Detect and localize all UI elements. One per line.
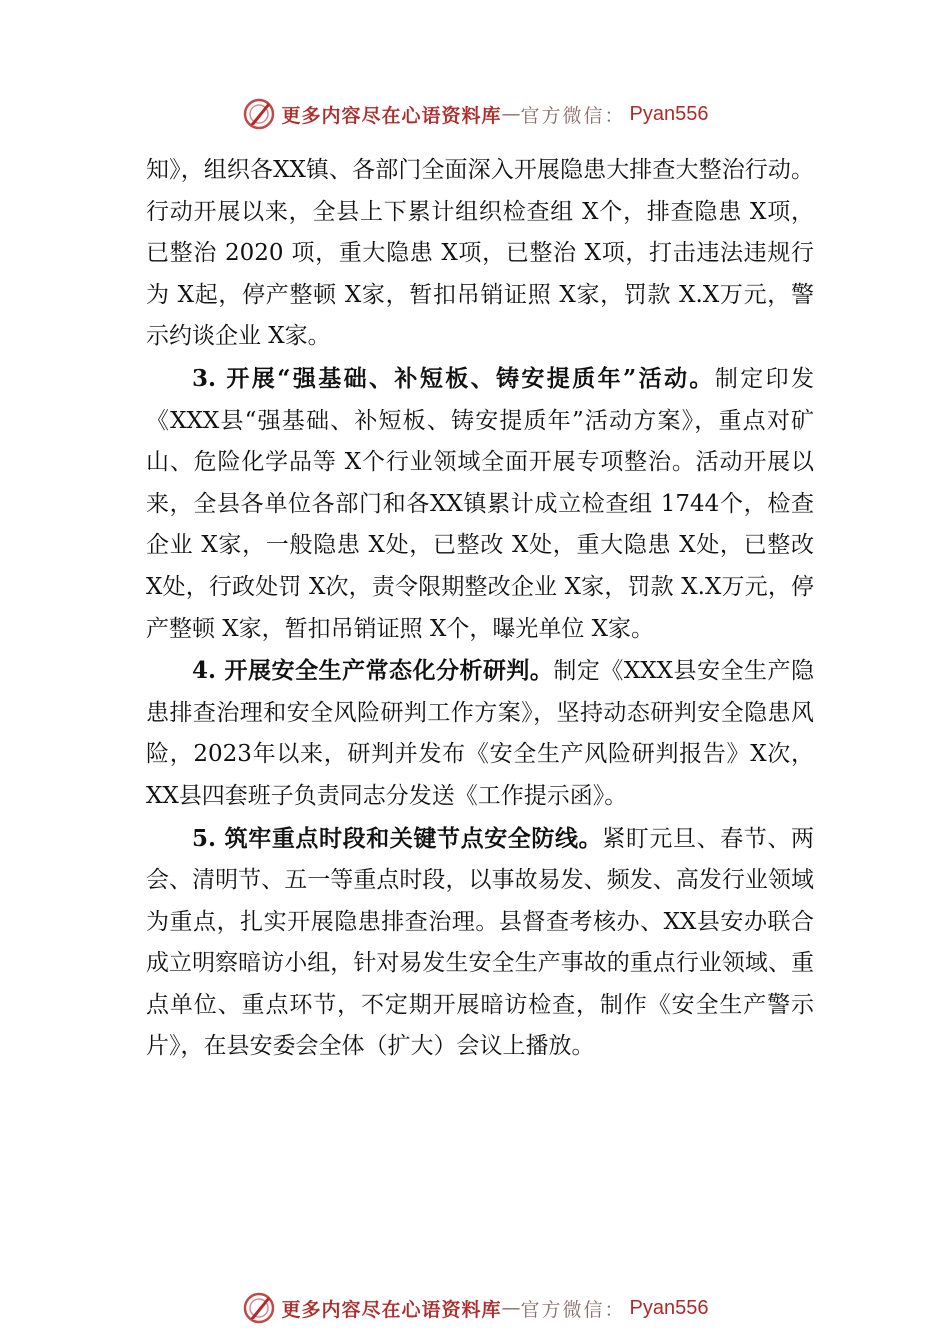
paragraph-4 <box>146 818 814 1069</box>
watermark-account: Pyan556 <box>629 1296 709 1319</box>
watermark-brand: 更多内容尽在心语资料库 <box>281 104 502 127</box>
paragraph-3-title: 4. 开展安全生产常态化分析研判。 <box>192 657 554 685</box>
paragraph-2 <box>146 358 814 650</box>
watermark-dash: — <box>501 103 521 125</box>
paragraph-2-text: 制定印发《XXX县“强基础、补短板、铸安提质年”活动方案》，重点对矿山、危险化学品等 X个行业领域全面开展专项整治。活动开展以来，全县各单位各部门和各XX镇累计成立检查组 1744个，检查企业 X家，一般隐患 X处，已整改 X处，重大隐患 X处，已整改 X处，行政处罚 X次，责令限期整改企业 X家，罚款 X.X万元，停产整顿 X家，暂扣吊销证照 X个，曝光单位 X家。 <box>146 365 815 642</box>
quill-logo-icon <box>242 97 276 131</box>
header-watermark <box>0 92 950 136</box>
document-body <box>146 150 814 1068</box>
watermark-account: Pyan556 <box>629 102 709 125</box>
watermark-wechat-label: 官方微信： <box>520 1298 626 1321</box>
watermark-brand: 更多内容尽在心语资料库 <box>281 1298 502 1321</box>
paragraph-4-text: 紧盯元旦、春节、两会、清明节、五一等重点时段，以事故易发、频发、高发行业领域为重点，扎实开展隐患排查治理。县督查考核办、XX县安办联合成立明察暗访小组，针对易发生安全生产事故的重点行业领域、重点单位、重点环节，不定期开展暗访检查，制作《安全生产警示片》，在县安委会全体（扩大）会议上播放。 <box>146 825 814 1060</box>
paragraph-2-title: 3. 开展“强基础、补短板、铸安提质年”活动。 <box>192 364 715 392</box>
watermark-dash: — <box>501 1297 521 1319</box>
paragraph-4-title: 5. 筑牢重点时段和关键节点安全防线。 <box>192 824 603 852</box>
paragraph-3-text: 制定《XXX县安全生产隐患排查治理和安全风险研判工作方案》，坚持动态研判安全隐患风险，2023年以来，研判并发布《安全生产风险研判报告》X次，XX县四套班子负责同志分发送《工作提示函》。 <box>146 658 814 809</box>
footer-watermark <box>0 1286 950 1330</box>
quill-logo-icon <box>242 1291 276 1325</box>
watermark-wechat-label: 官方微信： <box>520 104 626 127</box>
paragraph-1: 知》，组织各XX镇、各部门全面深入开展隐患大排查大整治行动。行动开展以来，全县上下累计组织检查组 X个，排查隐患 X项，已整治 2020 项，重大隐患 X项，已整治 X项，打击违法违规行为 X起，停产整顿 X家，暂扣吊销证照 X家，罚款 X.X万元，警示约谈企业 X家。 <box>146 157 814 350</box>
paragraph-3 <box>146 650 814 817</box>
